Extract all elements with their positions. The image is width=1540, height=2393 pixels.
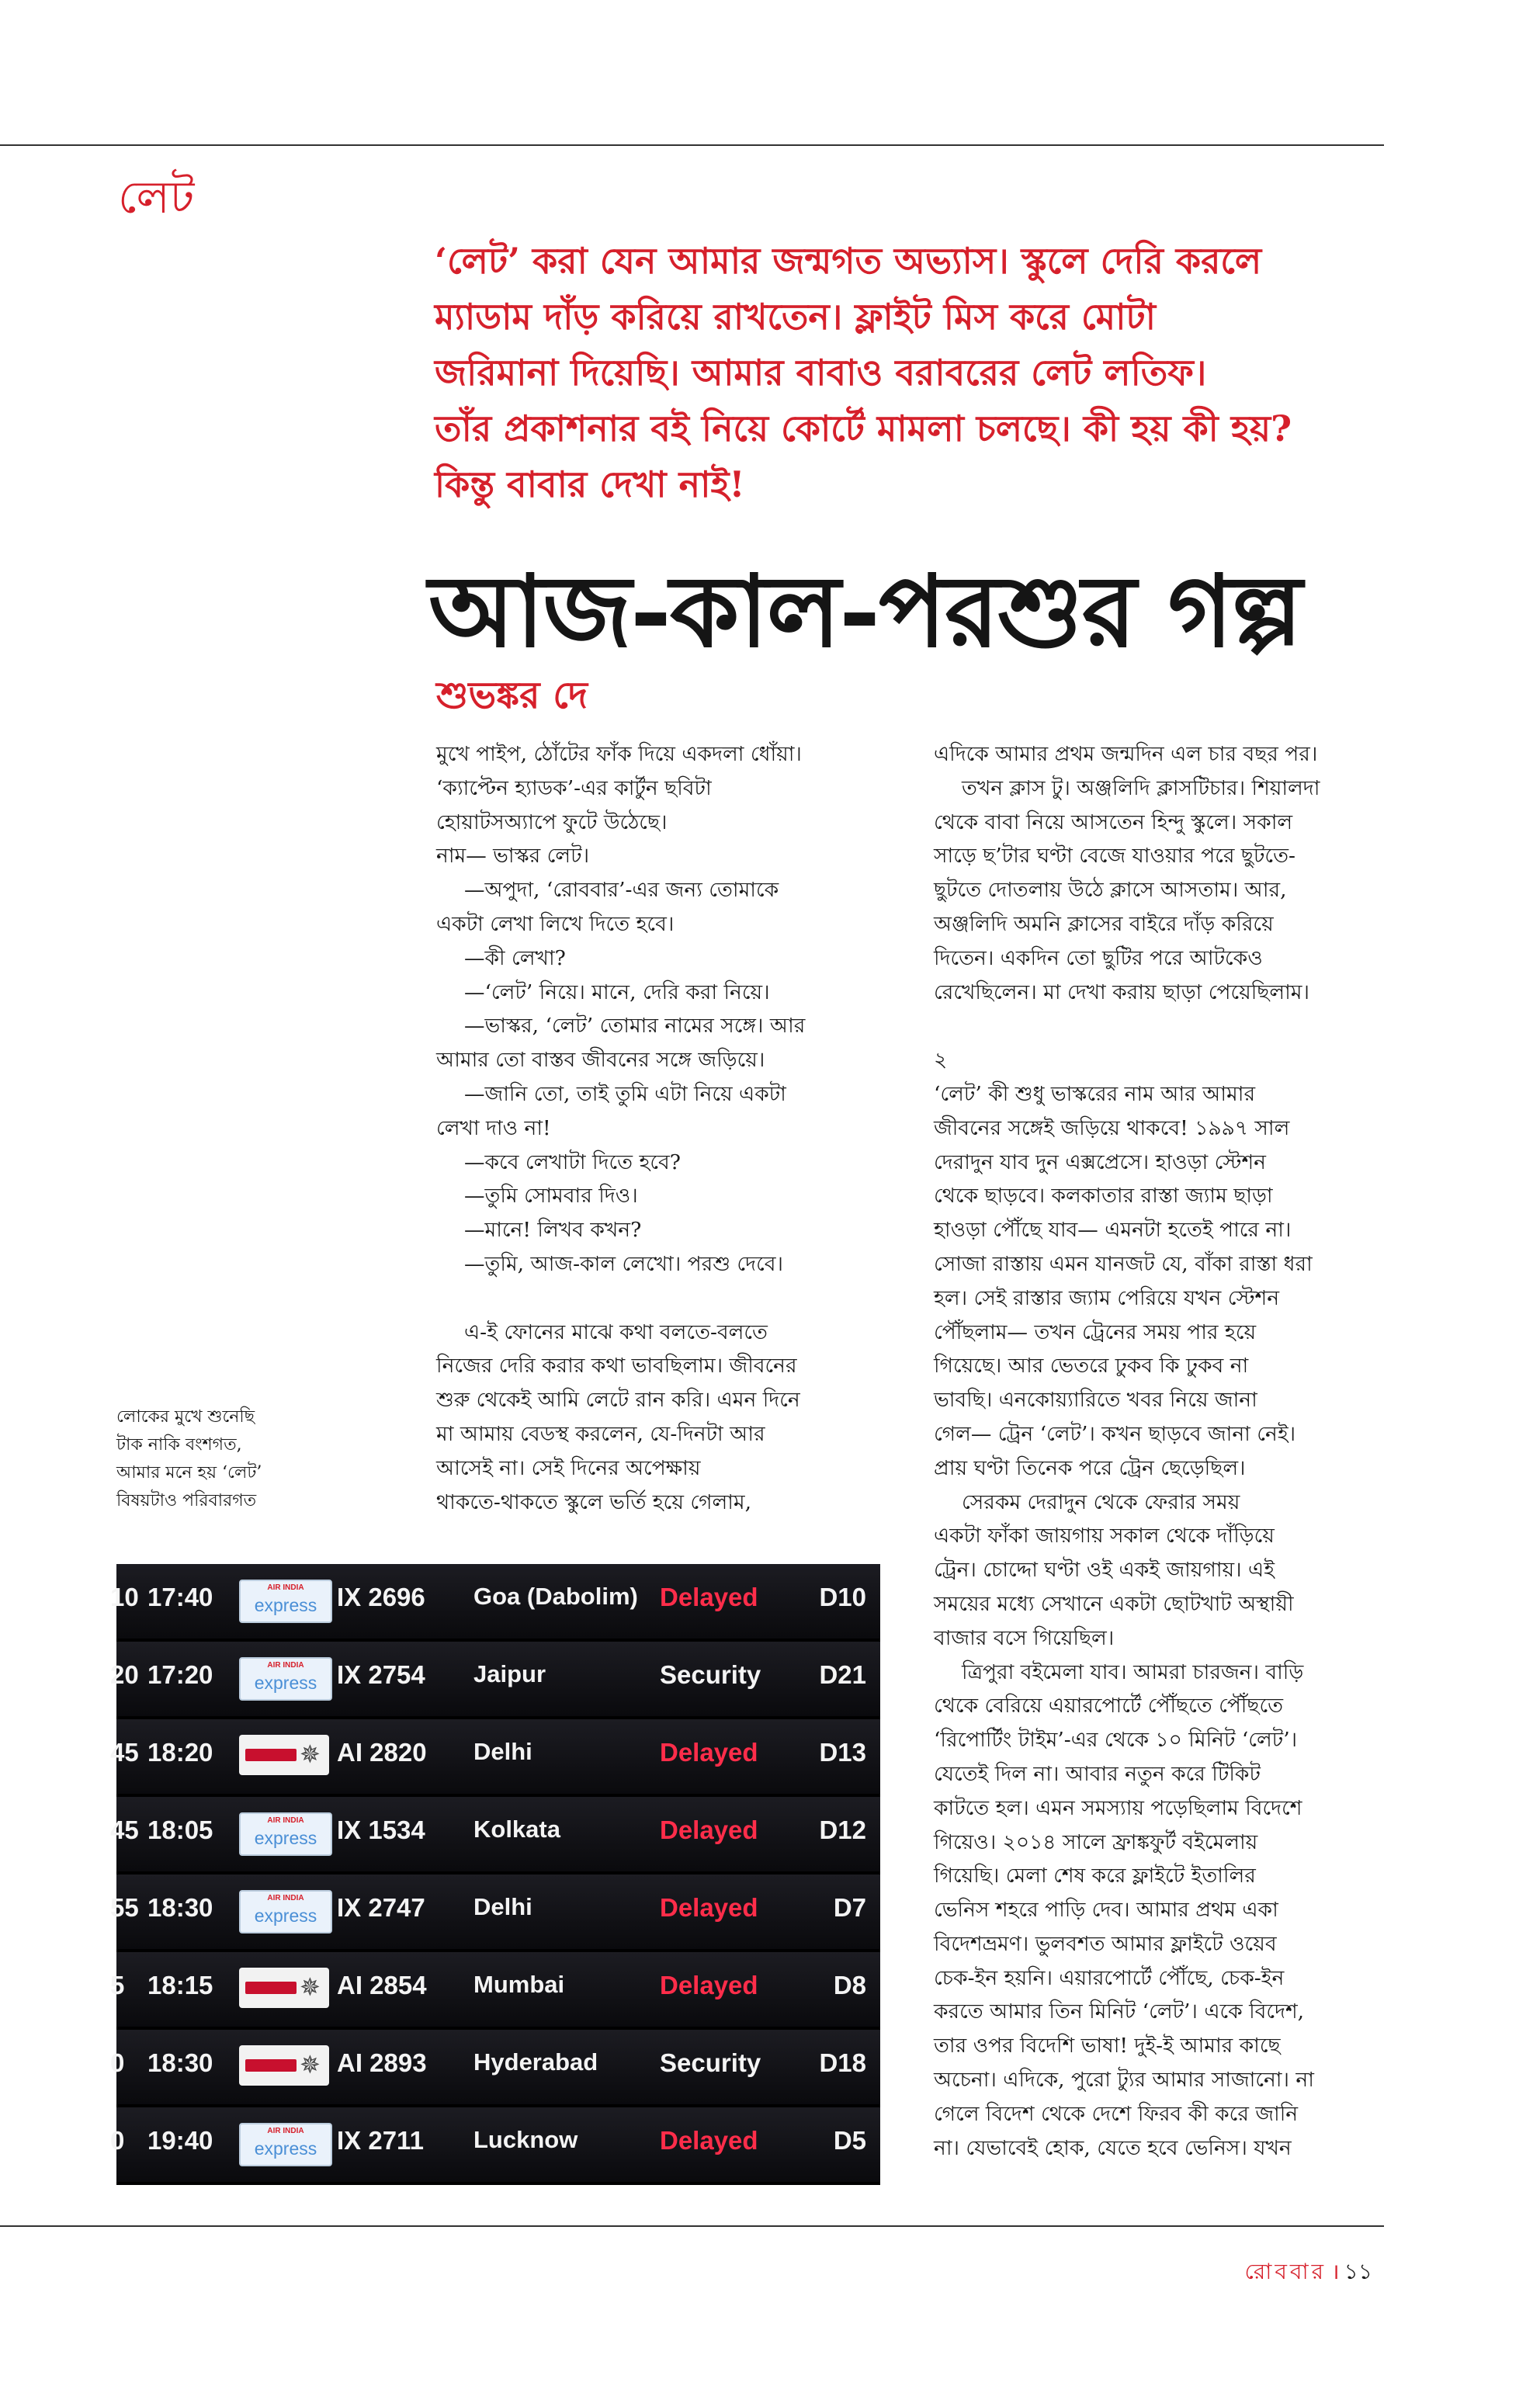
text-line: হল। সেই রাস্তার জ্যাম পেরিয়ে যখন স্টেশন <box>934 1285 1280 1310</box>
section-label: লেট <box>118 171 195 224</box>
pull-quote-line: আমার মনে হয় ‘লেট’ <box>116 1463 262 1483</box>
pull-quote-line: টাক নাকি বংশগত, <box>116 1435 242 1455</box>
text-line: মা আমায় বেডস্থ করলেন, যে-দিনটা আর <box>436 1421 765 1446</box>
board-row <box>110 1719 880 1797</box>
clipped-time: 20 <box>110 1660 139 1689</box>
text-line: —অপুদা, ‘রোববার’-এর জন্য তোমাকে <box>464 878 779 903</box>
gate: D5 <box>833 2126 866 2155</box>
departure-time: 18:30 <box>147 1893 213 1922</box>
text-line: নিজের দেরি করার কথা ভাবছিলাম। জীবনের <box>436 1354 797 1379</box>
logo-airline-text: AIR INDIA <box>267 1816 304 1825</box>
destination: Jaipur <box>473 1660 546 1687</box>
left-column <box>436 737 879 1519</box>
standfirst-line: ‘লেট’ করা যেন আমার জন্মগত অভ্যাস। স্কুলে দেরি করলে <box>435 240 1262 282</box>
board-row <box>110 1797 880 1875</box>
departure-time: 18:15 <box>147 1971 213 1999</box>
text-line: একটা ফাঁকা জায়গায় সকাল থেকে দাঁড়িয়ে <box>934 1524 1275 1549</box>
text-line: তখন ক্লাস টু। অঞ্জলিদি ক্লাসটিচার। শিয়ালদা <box>962 775 1320 800</box>
board-row <box>110 1952 880 2030</box>
air-india-express-logo-icon <box>239 2123 332 2166</box>
board-row <box>110 2107 880 2185</box>
text-line: মুখে পাইপ, ঠোঁটের ফাঁক দিয়ে একদলা ধোঁয়া। <box>436 742 802 766</box>
flight-status: Delayed <box>660 2126 758 2155</box>
board-row <box>110 1642 880 1719</box>
text-line: বিদেশভ্রমণ। ভুলবশত আমার ফ্লাইটে ওয়েব <box>934 1931 1277 1956</box>
clipped-time: 45 <box>110 1738 139 1767</box>
air-india-express-logo-icon <box>239 1890 332 1933</box>
text-line: প্রায় ঘণ্টা তিনেক পরে ট্রেন ছেড়েছিল। <box>934 1455 1246 1480</box>
text-line: রেখেছিলেন। মা দেখা করায় ছাড়া পেয়েছিলাম। <box>934 980 1310 1004</box>
text-line: গিয়েও। ২০১৪ সালে ফ্রাঙ্কফুর্ট বইমেলায় <box>934 1829 1258 1854</box>
logo-airline-text: AIR INDIA <box>267 2127 304 2135</box>
destination: Goa (Dabolim) <box>473 1583 638 1610</box>
gate: D10 <box>819 1583 866 1611</box>
pull-quote-line: বিষয়টাও পরিবারগত <box>116 1491 257 1510</box>
standfirst <box>435 233 1382 512</box>
text-line: একটা লেখা লিখে দিতে হবে। <box>436 911 675 936</box>
departure-time: 19:40 <box>147 2126 213 2155</box>
text-line: —‘লেট’ নিয়ে। মানে, দেরি করা নিয়ে। <box>464 980 770 1004</box>
standfirst-line: কিন্তু বাবার দেখা নাই! <box>435 463 745 505</box>
destination: Kolkata <box>473 1816 560 1843</box>
board-row <box>110 2030 880 2107</box>
air-india-logo-icon <box>239 1735 329 1775</box>
air-india-express-logo-icon <box>239 1812 332 1856</box>
right-column <box>934 737 1384 2165</box>
flight-number: IX 2754 <box>337 1660 425 1689</box>
text-line: গেল— ট্রেন ‘লেট’। কখন ছাড়বে জানা নেই। <box>934 1421 1296 1446</box>
flight-status: Delayed <box>660 1738 758 1767</box>
clipped-time: 55 <box>110 1893 139 1922</box>
logo-red-bar <box>245 1749 297 1761</box>
text-line: গেলে বিদেশ থেকে দেশে ফিরব কী করে জানি <box>934 2101 1299 2126</box>
departure-time: 17:40 <box>147 1583 213 1611</box>
clipped-time: 45 <box>110 1816 139 1844</box>
top-rule <box>0 144 1384 146</box>
byline: শুভঙ্কর দে <box>436 674 588 717</box>
flight-number: IX 2696 <box>337 1583 425 1611</box>
flight-status: Delayed <box>660 1971 758 1999</box>
flight-number: AI 2854 <box>337 1971 427 1999</box>
gate: D12 <box>819 1816 866 1844</box>
gate: D8 <box>833 1971 866 1999</box>
text-line: সোজা রাস্তায় এমন যানজট যে, বাঁকা রাস্তা ধরা <box>934 1251 1313 1276</box>
standfirst-line: তাঁর প্রকাশনার বই নিয়ে কোর্টে মামলা চলছে। কী হয় কী হয়? <box>435 408 1292 449</box>
logo-airline-text: AIR INDIA <box>267 1661 304 1670</box>
clipped-time: 0 <box>110 2048 125 2077</box>
departure-time: 18:20 <box>147 1738 213 1767</box>
text-line: ছুটতে দোতলায় উঠে ক্লাসে আসতাম। আর, <box>934 878 1287 903</box>
text-line: চেক-ইন হয়নি। এয়ারপোর্টে পৌঁছে, চেক-ইন <box>934 1965 1285 1990</box>
text-line: গিয়েছি। মেলা শেষ করে ফ্লাইটে ইতালির <box>934 1864 1256 1888</box>
pull-quote <box>116 1403 349 1515</box>
standfirst-line: জরিমানা দিয়েছি। আমার বাবাও বরাবরের লেট লতিফ। <box>435 352 1207 394</box>
gate: D18 <box>819 2048 866 2077</box>
logo-brand-text: express <box>254 2138 317 2159</box>
text-line: অঞ্জলিদি অমনি ক্লাসের বাইরে দাঁড় করিয়ে <box>934 911 1274 936</box>
text-line: নাম— ভাস্কর লেট। <box>436 844 590 869</box>
text-line: সময়ের মধ্যে সেখানে একটা ছোটখাট অস্থায়ী <box>934 1591 1294 1616</box>
board-row <box>110 1875 880 1952</box>
text-line: অচেনা। এদিকে, পুরো ট্যুর আমার সাজানো। না <box>934 2068 1314 2093</box>
text-line: থাকতে-থাকতে স্কুলে ভর্তি হয়ে গেলাম, <box>436 1490 752 1514</box>
text-line: লেখা দাও না! <box>436 1115 551 1140</box>
flight-number: AI 2820 <box>337 1738 427 1767</box>
paragraph-gap <box>436 1281 879 1316</box>
logo-red-bar <box>245 2059 297 2072</box>
departure-time: 17:20 <box>147 1660 213 1689</box>
text-line: তার ওপর বিদেশি ভাষা! দুই-ই আমার কাছে <box>934 2034 1281 2058</box>
text-line: বাজার বসে গিয়েছিল। <box>934 1625 1115 1650</box>
text-line: ভাবছি। এনকোয়্যারিতে খবর নিয়ে জানা <box>934 1388 1257 1413</box>
text-line: সাড়ে ছ’টার ঘণ্টা বেজে যাওয়ার পরে ছুটতে- <box>934 844 1295 869</box>
destination: Lucknow <box>473 2126 578 2153</box>
standfirst-line: ম্যাডাম দাঁড় করিয়ে রাখতেন। ফ্লাইট মিস করে মোটা <box>435 296 1156 338</box>
flight-number: AI 2893 <box>337 2048 427 2077</box>
text-line: পৌঁছলাম— তখন ট্রেনের সময় পার হয়ে <box>934 1320 1257 1344</box>
text-line: থেকে বাবা নিয়ে আসতেন হিন্দু স্কুলে। সকাল <box>934 810 1293 834</box>
destination: Hyderabad <box>473 2048 598 2076</box>
logo-brand-text: express <box>254 1595 317 1615</box>
destination: Mumbai <box>473 1971 565 1998</box>
text-line: সেরকম দেরাদুন থেকে ফেরার সময় <box>962 1490 1240 1514</box>
clipped-time: 5 <box>110 1971 125 1999</box>
clipped-time: 0 <box>110 2126 125 2155</box>
publication-name: রোববার <box>1244 2259 1327 2284</box>
logo-brand-text: express <box>254 1673 317 1693</box>
logo-brand-text: express <box>254 1828 317 1848</box>
text-line: হোয়াটসঅ্যাপে ফুটে উঠেছে। <box>436 810 668 834</box>
air-india-logo-icon <box>239 2045 329 2086</box>
text-line: কাটতে হল। এমন সমস্যায় পড়েছিলাম বিদেশে <box>934 1795 1302 1820</box>
text-line: —ভাস্কর, ‘লেট’ তোমার নামের সঙ্গে। আর <box>464 1014 806 1039</box>
flight-board-photo <box>110 1572 880 2172</box>
air-india-express-logo-icon <box>239 1580 332 1623</box>
clipped-time: 10 <box>110 1583 139 1611</box>
text-line: না। যেভাবেই হোক, যেতে হবে ভেনিস। যখন <box>934 2135 1292 2160</box>
departure-time: 18:30 <box>147 2048 213 2077</box>
departure-time: 18:05 <box>147 1816 213 1844</box>
text-line: এ-ই ফোনের মাঝে কথা বলতে-বলতে <box>464 1320 768 1344</box>
text-line: ভেনিস শহরে পাড়ি দেব। আমার প্রথম একা <box>934 1898 1278 1923</box>
text-line: —কী লেখা? <box>464 945 566 970</box>
text-line: —কবে লেখাটা দিতে হবে? <box>464 1150 681 1174</box>
destination: Delhi <box>473 1738 532 1765</box>
text-line: ২ <box>934 1048 948 1073</box>
text-line: গিয়েছে। আর ভেতরে ঢুকব কি ঢুকব না <box>934 1354 1249 1379</box>
text-line: দেরাদুন যাব দুন এক্সপ্রেসে। হাওড়া স্টেশন <box>934 1150 1266 1174</box>
board-row <box>110 1564 880 1642</box>
text-line: জীবনের সঙ্গেই জড়িয়ে থাকবে! ১৯৯৭ সাল <box>934 1115 1290 1140</box>
flight-status: Security <box>660 2048 761 2077</box>
text-line: থেকে বেরিয়ে এয়ারপোর্টে পৌঁছতে পৌঁছতে <box>934 1694 1283 1718</box>
flight-status: Delayed <box>660 1816 758 1844</box>
logo-brand-text: express <box>254 1906 317 1926</box>
text-line: এদিকে আমার প্রথম জন্মদিন এল চার বছর পর। <box>934 742 1318 766</box>
star-alliance-icon: ✵ <box>300 2050 321 2079</box>
gate: D7 <box>833 1893 866 1922</box>
text-line: ত্রিপুরা বইমেলা যাব। আমরা চারজন। বাড়ি <box>962 1659 1304 1684</box>
text-line: আমার তো বাস্তব জীবনের সঙ্গে জড়িয়ে। <box>436 1048 765 1073</box>
footer-separator: । <box>1331 2259 1340 2284</box>
flight-status: Delayed <box>660 1583 758 1611</box>
text-line: ‘রিপোর্টিং টাইম’-এর থেকে ১০ মিনিট ‘লেট’। <box>934 1728 1298 1753</box>
text-line: দিতেন। একদিন তো ছুটির পরে আটকেও <box>934 945 1263 970</box>
air-india-logo-icon <box>239 1968 329 2008</box>
text-line: করতে আমার তিন মিনিট ‘লেট’। একে বিদেশ, <box>934 1999 1305 2024</box>
gate: D13 <box>819 1738 866 1767</box>
text-line: —তুমি সোমবার দিও। <box>464 1184 638 1209</box>
flight-status: Delayed <box>660 1893 758 1922</box>
text-line: ‘লেট’ কী শুধু ভাস্করের নাম আর আমার <box>934 1081 1256 1106</box>
flight-number: IX 2747 <box>337 1893 425 1922</box>
air-india-express-logo-icon <box>239 1657 332 1701</box>
gate: D21 <box>819 1660 866 1689</box>
paragraph-gap <box>934 1009 1384 1043</box>
pull-quote-line: লোকের মুখে শুনেছি <box>116 1407 255 1427</box>
text-line: ট্রেন। চোদ্দো ঘণ্টা ওই একই জায়গায়। এই <box>934 1558 1275 1583</box>
text-line: ‘ক্যাপ্টেন হ্যাডক’-এর কার্টুন ছবিটা <box>436 775 712 800</box>
page-number: ১১ <box>1344 2259 1372 2284</box>
flight-status: Security <box>660 1660 761 1689</box>
page-footer <box>1244 2255 1372 2291</box>
flight-number: IX 1534 <box>337 1816 425 1844</box>
logo-airline-text: AIR INDIA <box>267 1894 304 1902</box>
bottom-rule <box>0 2225 1384 2227</box>
star-alliance-icon: ✵ <box>300 1972 321 2002</box>
text-line: —মানে! লিখব কখন? <box>464 1218 642 1243</box>
text-line: —জানি তো, তাই তুমি এটা নিয়ে একটা <box>464 1081 786 1106</box>
logo-red-bar <box>245 1982 297 1994</box>
text-line: যেতেই দিল না। আবার নতুন করে টিকিট <box>934 1761 1261 1786</box>
headline: আজ-কাল-পরশুর গল্প <box>428 553 1301 670</box>
text-line: হাওড়া পৌঁছে যাব— এমনটা হতেই পারে না। <box>934 1218 1292 1243</box>
flight-number: IX 2711 <box>337 2126 424 2155</box>
destination: Delhi <box>473 1893 532 1920</box>
star-alliance-icon: ✵ <box>300 1739 321 1769</box>
text-line: শুরু থেকেই আমি লেটে রান করি। এমন দিনে <box>436 1388 800 1413</box>
text-line: —তুমি, আজ-কাল লেখো। পরশু দেবে। <box>464 1251 783 1276</box>
text-line: থেকে ছাড়বে। কলকাতার রাস্তা জ্যাম ছাড়া <box>934 1184 1273 1209</box>
logo-airline-text: AIR INDIA <box>267 1583 304 1592</box>
text-line: আসেই না। সেই দিনের অপেক্ষায় <box>436 1455 701 1480</box>
